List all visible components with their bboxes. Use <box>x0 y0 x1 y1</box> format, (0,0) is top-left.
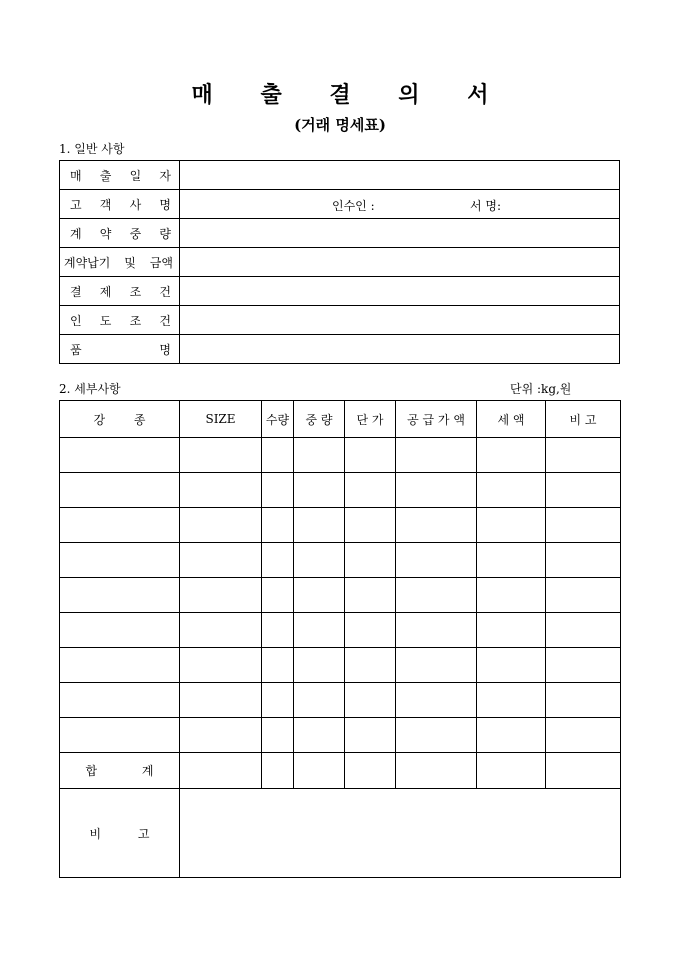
table-cell[interactable] <box>396 683 477 718</box>
document-title: 매 출 결 의 서 <box>191 82 509 108</box>
remarks-label: 비 고 <box>60 789 180 878</box>
table-cell[interactable] <box>294 683 345 718</box>
table-cell[interactable] <box>60 648 180 683</box>
document-subtitle: (거래 명세표) <box>294 116 386 134</box>
total-cell[interactable] <box>396 753 477 789</box>
total-cell[interactable] <box>262 753 294 789</box>
table-cell[interactable] <box>396 648 477 683</box>
table-cell[interactable] <box>546 473 621 508</box>
col-header-quantity: 수량 <box>262 401 294 438</box>
signature-label: 서 명: <box>470 199 502 213</box>
contract-delivery-amount-field[interactable] <box>180 248 620 277</box>
product-name-label: 품 명 <box>60 335 180 364</box>
table-row <box>60 683 621 718</box>
col-header-size: SIZE <box>180 401 262 438</box>
table-cell[interactable] <box>345 578 396 613</box>
sales-date-field[interactable] <box>180 161 620 190</box>
detail-table <box>59 400 621 878</box>
table-cell[interactable] <box>180 543 262 578</box>
table-cell[interactable] <box>294 438 345 473</box>
table-cell[interactable] <box>477 508 546 543</box>
table-cell[interactable] <box>345 648 396 683</box>
table-cell[interactable] <box>262 543 294 578</box>
table-row <box>60 473 621 508</box>
table-cell[interactable] <box>546 508 621 543</box>
table-cell[interactable] <box>294 473 345 508</box>
col-header-weight: 중 량 <box>294 401 345 438</box>
payment-terms-field[interactable] <box>180 277 620 306</box>
table-cell[interactable] <box>396 578 477 613</box>
section1-heading: 1. 일반 사항 <box>59 142 125 156</box>
table-cell[interactable] <box>180 508 262 543</box>
table-cell[interactable] <box>477 543 546 578</box>
table-cell[interactable] <box>546 683 621 718</box>
table-cell[interactable] <box>60 438 180 473</box>
table-cell[interactable] <box>262 613 294 648</box>
table-cell[interactable] <box>477 683 546 718</box>
table-cell[interactable] <box>180 473 262 508</box>
total-label: 합 계 <box>60 753 180 789</box>
table-row <box>60 306 620 335</box>
remarks-row <box>60 789 621 878</box>
delivery-terms-label: 인 도 조 건 <box>60 306 180 335</box>
receiver-label: 인수인 : <box>332 199 375 213</box>
table-cell[interactable] <box>396 543 477 578</box>
table-cell[interactable] <box>345 543 396 578</box>
total-cell[interactable] <box>477 753 546 789</box>
table-row <box>60 438 621 473</box>
table-row <box>60 219 620 248</box>
table-cell[interactable] <box>396 473 477 508</box>
total-cell[interactable] <box>345 753 396 789</box>
contract-weight-field[interactable] <box>180 219 620 248</box>
sales-date-label: 매 출 일 자 <box>60 161 180 190</box>
table-cell[interactable] <box>546 613 621 648</box>
table-cell[interactable] <box>294 508 345 543</box>
table-cell[interactable] <box>262 683 294 718</box>
table-cell[interactable] <box>396 718 477 753</box>
table-cell[interactable] <box>477 473 546 508</box>
table-cell[interactable] <box>294 543 345 578</box>
table-cell[interactable] <box>345 718 396 753</box>
table-row <box>60 190 620 219</box>
table-row <box>60 718 621 753</box>
table-cell[interactable] <box>262 473 294 508</box>
table-cell[interactable] <box>60 578 180 613</box>
table-cell[interactable] <box>345 438 396 473</box>
table-cell[interactable] <box>396 508 477 543</box>
delivery-terms-field[interactable] <box>180 306 620 335</box>
table-cell[interactable] <box>262 508 294 543</box>
table-cell[interactable] <box>477 648 546 683</box>
table-cell[interactable] <box>294 718 345 753</box>
table-cell[interactable] <box>294 613 345 648</box>
col-header-unit-price: 단 가 <box>345 401 396 438</box>
table-cell[interactable] <box>345 508 396 543</box>
table-cell[interactable] <box>60 508 180 543</box>
total-row <box>60 753 621 789</box>
table-cell[interactable] <box>294 578 345 613</box>
table-cell[interactable] <box>180 578 262 613</box>
table-cell[interactable] <box>180 613 262 648</box>
col-header-steel-grade: 강 종 <box>60 401 180 438</box>
customer-name-label: 고 객 사 명 <box>60 190 180 219</box>
table-cell[interactable] <box>477 438 546 473</box>
table-row <box>60 578 621 613</box>
table-cell[interactable] <box>60 543 180 578</box>
contract-weight-label: 계 약 중 량 <box>60 219 180 248</box>
table-cell[interactable] <box>262 718 294 753</box>
table-cell[interactable] <box>262 578 294 613</box>
table-row <box>60 277 620 306</box>
table-cell[interactable] <box>477 613 546 648</box>
table-cell[interactable] <box>546 543 621 578</box>
section2-heading: 2. 세부사항 <box>59 382 121 396</box>
table-cell[interactable] <box>180 718 262 753</box>
table-cell[interactable] <box>477 578 546 613</box>
table-cell[interactable] <box>180 438 262 473</box>
total-cell[interactable] <box>546 753 621 789</box>
table-cell[interactable] <box>396 613 477 648</box>
col-header-tax: 세 액 <box>477 401 546 438</box>
contract-delivery-amount-label: 계약납기 및 금액 <box>60 248 180 277</box>
col-header-supply-amount: 공 급 가 액 <box>396 401 477 438</box>
table-cell[interactable] <box>396 438 477 473</box>
table-cell[interactable] <box>60 683 180 718</box>
table-cell[interactable] <box>262 648 294 683</box>
payment-terms-label: 결 제 조 건 <box>60 277 180 306</box>
table-cell[interactable] <box>477 718 546 753</box>
total-cell[interactable] <box>294 753 345 789</box>
table-cell[interactable] <box>546 438 621 473</box>
table-cell[interactable] <box>345 613 396 648</box>
table-cell[interactable] <box>180 683 262 718</box>
table-row <box>60 161 620 190</box>
table-cell[interactable] <box>60 473 180 508</box>
table-cell[interactable] <box>180 648 262 683</box>
product-name-field[interactable] <box>180 335 620 364</box>
table-row <box>60 335 620 364</box>
table-cell[interactable] <box>60 718 180 753</box>
remarks-field[interactable] <box>180 789 621 878</box>
table-cell[interactable] <box>546 718 621 753</box>
table-row <box>60 648 621 683</box>
col-header-remarks: 비 고 <box>546 401 621 438</box>
table-cell[interactable] <box>262 438 294 473</box>
table-header-row <box>60 401 621 438</box>
table-cell[interactable] <box>345 473 396 508</box>
table-cell[interactable] <box>546 578 621 613</box>
unit-label: 단위 :kg,원 <box>510 382 572 396</box>
general-info-table <box>59 160 620 364</box>
table-cell[interactable] <box>294 648 345 683</box>
table-cell[interactable] <box>345 683 396 718</box>
table-row <box>60 613 621 648</box>
table-cell[interactable] <box>60 613 180 648</box>
table-row <box>60 543 621 578</box>
table-row <box>60 248 620 277</box>
total-cell[interactable] <box>180 753 262 789</box>
table-row <box>60 508 621 543</box>
table-cell[interactable] <box>546 648 621 683</box>
customer-name-field[interactable] <box>180 190 620 219</box>
